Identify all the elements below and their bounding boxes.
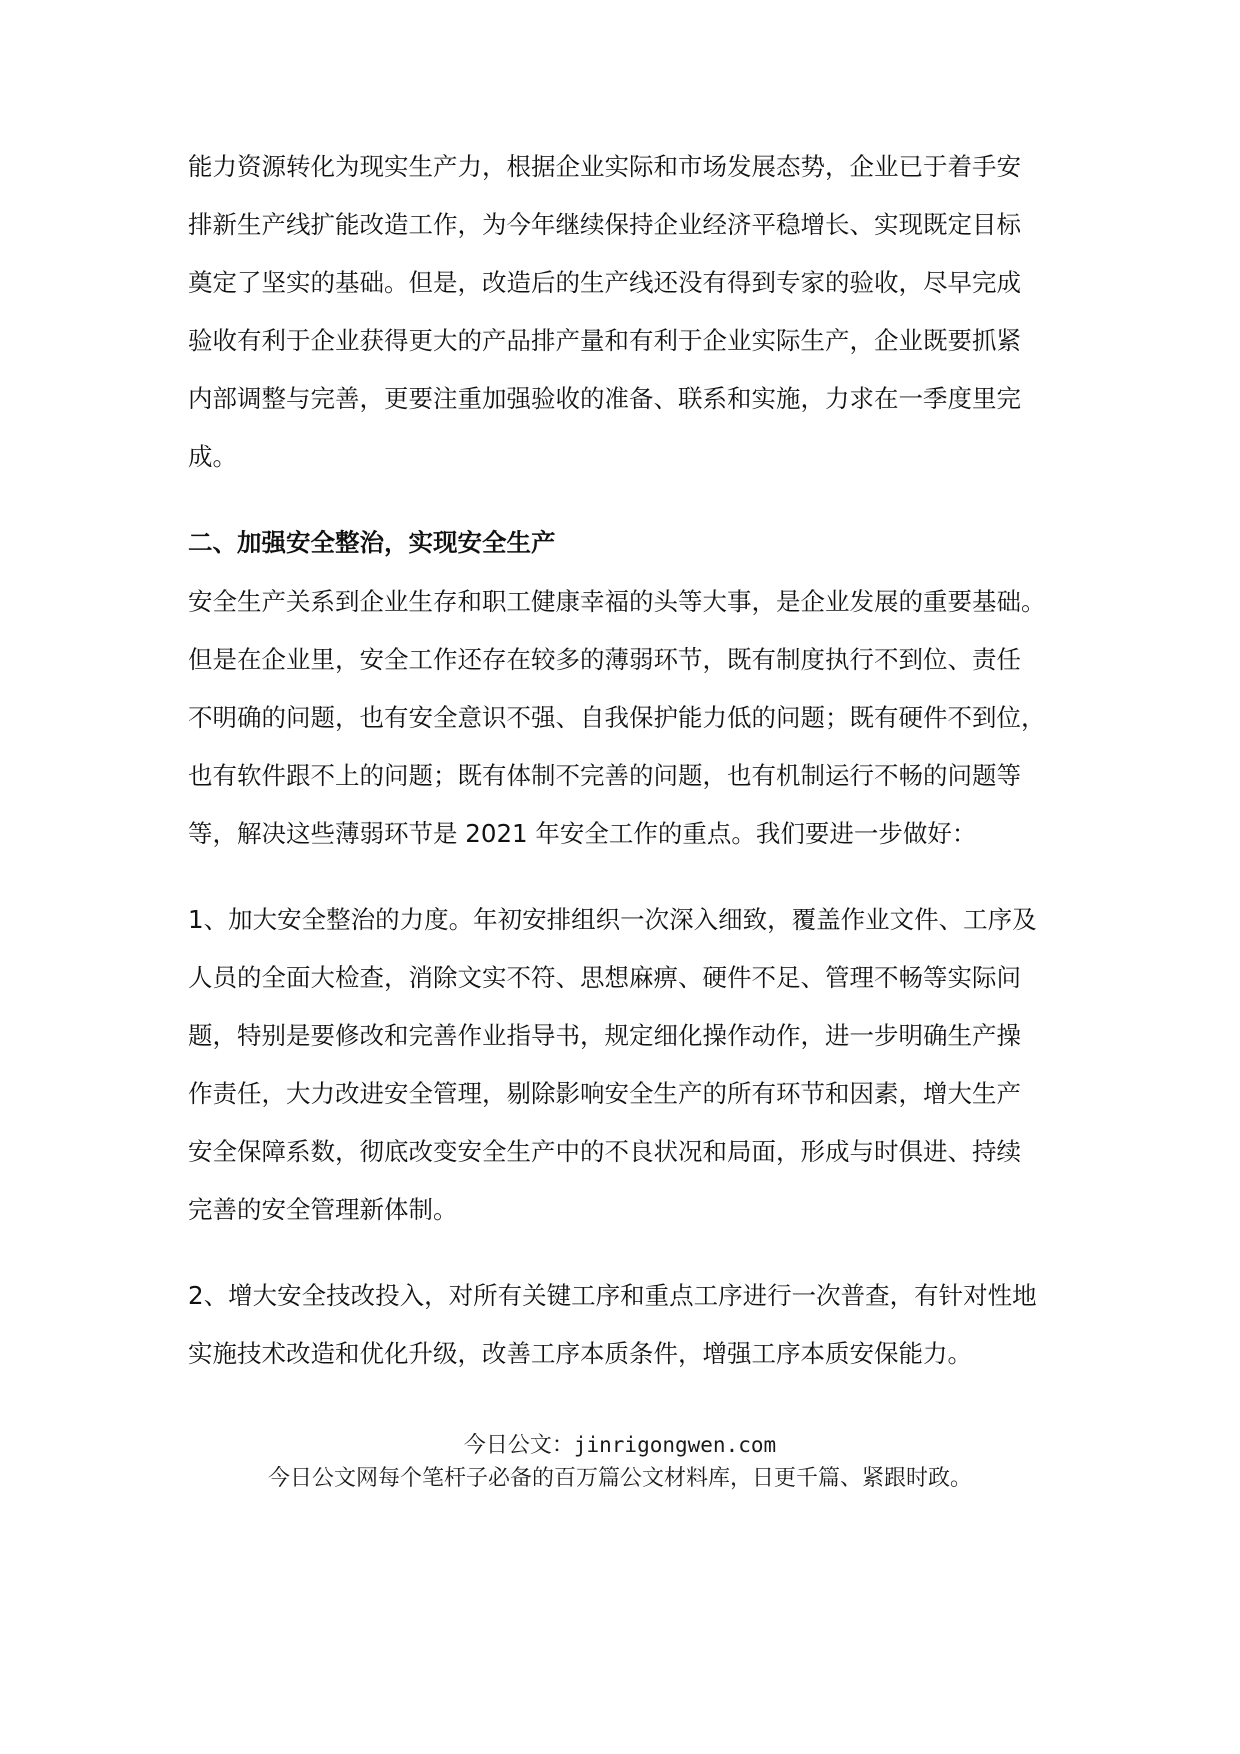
text-line: 等，解决这些薄弱环节是 2021 年安全工作的重点。我们要进一步做好：	[188, 819, 977, 848]
text-line: 作责任，大力改进安全管理，剔除影响安全生产的所有环节和因素，增大生产	[188, 1079, 1021, 1108]
text-line: 能力资源转化为现实生产力，根据企业实际和市场发展态势，企业已于着手安	[188, 152, 1021, 181]
section-heading: 二、加强安全整治，实现安全生产	[188, 528, 556, 557]
text-line: 验收有利于企业获得更大的产品排产量和有利于企业实际生产，企业既要抓紧	[188, 326, 1021, 355]
text-line: 不明确的问题，也有安全意识不强、自我保护能力低的问题；既有硬件不到位，	[188, 703, 1046, 732]
text-line: 题，特别是要修改和完善作业指导书，规定细化操作动作，进一步明确生产操	[188, 1021, 1021, 1050]
footer-site	[0, 1430, 1240, 1461]
text-line: 奠定了坚实的基础。但是，改造后的生产线还没有得到专家的验收，尽早完成	[188, 268, 1021, 297]
footer-site-prefix: 今日公文：	[463, 1433, 574, 1458]
text-line: 安全保障系数，彻底改变安全生产中的不良状况和局面，形成与时俱进、持续	[188, 1137, 1021, 1166]
footer-site-link[interactable]: jinrigongwen.com	[573, 1433, 777, 1457]
text-line: 人员的全面大检查，消除文实不符、思想麻痹、硬件不足、管理不畅等实际问	[188, 963, 1021, 992]
text-line: 实施技术改造和优化升级，改善工序本质条件，增强工序本质安保能力。	[188, 1339, 972, 1368]
text-line: 1、加大安全整治的力度。年初安排组织一次深入细致，覆盖作业文件、工序及	[188, 905, 1037, 934]
text-line: 2、增大安全技改投入，对所有关键工序和重点工序进行一次普查，有针对性地	[188, 1281, 1037, 1310]
text-line: 完善的安全管理新体制。	[188, 1195, 458, 1224]
text-line: 安全生产关系到企业生存和职工健康幸福的头等大事，是企业发展的重要基础。	[188, 587, 1046, 616]
text-line: 成。	[188, 442, 237, 471]
text-line: 也有软件跟不上的问题；既有体制不完善的问题，也有机制运行不畅的问题等	[188, 761, 1021, 790]
text-line: 内部调整与完善，更要注重加强验收的准备、联系和实施，力求在一季度里完	[188, 384, 1021, 413]
footer-tagline: 今日公文网每个笔杆子必备的百万篇公文材料库，日更千篇、紧跟时政。	[267, 1466, 972, 1491]
text-line: 但是在企业里，安全工作还存在较多的薄弱环节，既有制度执行不到位、责任	[188, 645, 1021, 674]
text-line: 排新生产线扩能改造工作，为今年继续保持企业经济平稳增长、实现既定目标	[188, 210, 1021, 239]
